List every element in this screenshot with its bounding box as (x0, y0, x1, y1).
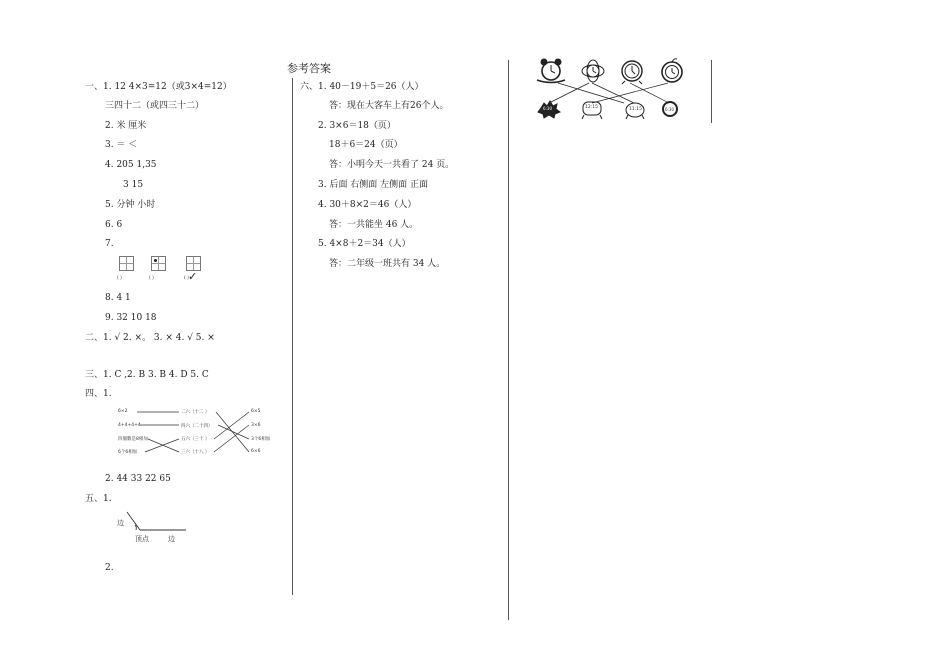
answer-4-1: 四、1. (85, 389, 112, 399)
answer-6-5: 5. 4×8＋2＝34（人） (318, 239, 411, 249)
matching-lines (118, 406, 271, 458)
frog-clock-icon (537, 59, 565, 83)
angle-lines (114, 510, 189, 546)
answer-1-3: 3. ＝ ＜ (105, 140, 138, 150)
column-divider-left (292, 78, 293, 595)
angle-vertex-label: 顶点 (135, 535, 149, 543)
clock-label-1: 6:30 (543, 106, 552, 111)
alarm-clock-icon (622, 61, 642, 84)
clock-label-3: 11:15 (629, 107, 642, 112)
view-paren-3: ( ) (184, 276, 189, 281)
answer-1-5: 5. 分钟 小时 (105, 200, 156, 210)
answer-6-2b: 18＋6＝24（页） (329, 140, 403, 150)
clock-label-4: 6:30 (665, 107, 674, 112)
angle-side-label-top: 边 (117, 519, 124, 527)
answer-3: 三、1. C ,2. B 3. B 4. D 5. C (85, 370, 209, 380)
flower-clock-icon (582, 60, 604, 82)
match-mid-3: 五六（三十 ） (181, 437, 210, 442)
answer-5-1: 五、1. (85, 494, 112, 504)
match-left-3: 四個數是8相加 (118, 437, 148, 442)
angle-figure (114, 510, 189, 546)
match-right-1: 6×5 (251, 409, 261, 414)
match-right-3: 3个6相加 (251, 437, 271, 442)
answer-6-2: 2. 3×6＝18（页） (318, 121, 396, 131)
match-right-2: 3×6 (251, 423, 261, 428)
view-figure-2 (151, 256, 166, 271)
page-title: 参考答案 (287, 62, 331, 75)
view-paren-1: ( ) (117, 276, 122, 281)
answer-1-7: 7. (105, 239, 114, 249)
answer-1-9: 9. 32 10 18 (105, 313, 157, 323)
answer-1-6: 6. 6 (105, 220, 123, 230)
answer-1-2: 2. 米 厘米 (105, 121, 147, 131)
answer-2: 二、1. √ 2. ×。 3. × 4. √ 5. × (85, 333, 215, 343)
match-left-2: 4+4+4+4 (118, 423, 141, 428)
check-mark: ✓ (188, 270, 198, 283)
answer-6-3: 3. 后面 右侧面 左侧面 正面 (318, 180, 429, 190)
answer-6-5-reply: 答：二年级一班共有 34 人。 (329, 259, 446, 269)
answer-6-1-reply: 答：现在大客车上有26个人。 (329, 101, 449, 111)
view-figure-3 (186, 256, 201, 271)
column-divider-middle (508, 60, 509, 620)
answer-4-2: 2. 44 33 22 65 (105, 474, 171, 484)
answer-6-1: 六、1. 40－19＋5＝26（人） (300, 82, 424, 92)
view-paren-2: ( ) (149, 276, 154, 281)
view-figure-dot (154, 259, 157, 262)
answer-6-4-reply: 答：一共能坐 46 人。 (329, 220, 419, 230)
answer-1-8: 8. 4 1 (105, 293, 131, 303)
answer-1-1b: 三四十二（或四三十二） (105, 101, 205, 111)
match-left-1: 6×2 (118, 409, 128, 414)
matching-diagram (118, 406, 271, 458)
answer-1-1: 一、1. 12 4×3=12（或3×4=12） (85, 82, 232, 92)
view-figure-1 (119, 256, 134, 271)
match-mid-4: 三六（十八 ） (181, 450, 210, 455)
clock-matching-figure (534, 58, 694, 120)
column-divider-right (711, 60, 712, 123)
match-mid-2: 四六（二十四） (181, 424, 213, 429)
answer-6-2-reply: 答：小明今天一共看了 24 页。 (329, 160, 455, 170)
answer-1-4: 4. 205 1,35 (105, 160, 157, 170)
clock-matching-lines (549, 83, 669, 103)
match-mid-1: 二六（十二 ） (181, 410, 210, 415)
view-figures (117, 256, 207, 284)
answer-1-4b: 3 15 (123, 180, 144, 190)
match-left-4: 6个6相加 (118, 450, 138, 455)
apple-clock-icon (662, 59, 682, 82)
angle-side-label-right: 边 (168, 535, 175, 543)
match-right-4: 6×6 (251, 449, 261, 454)
clock-label-2: 12:15 (585, 105, 598, 110)
answer-6-4: 4. 30＋8×2＝46（人） (318, 200, 417, 210)
answer-5-2: 2. (105, 563, 114, 573)
